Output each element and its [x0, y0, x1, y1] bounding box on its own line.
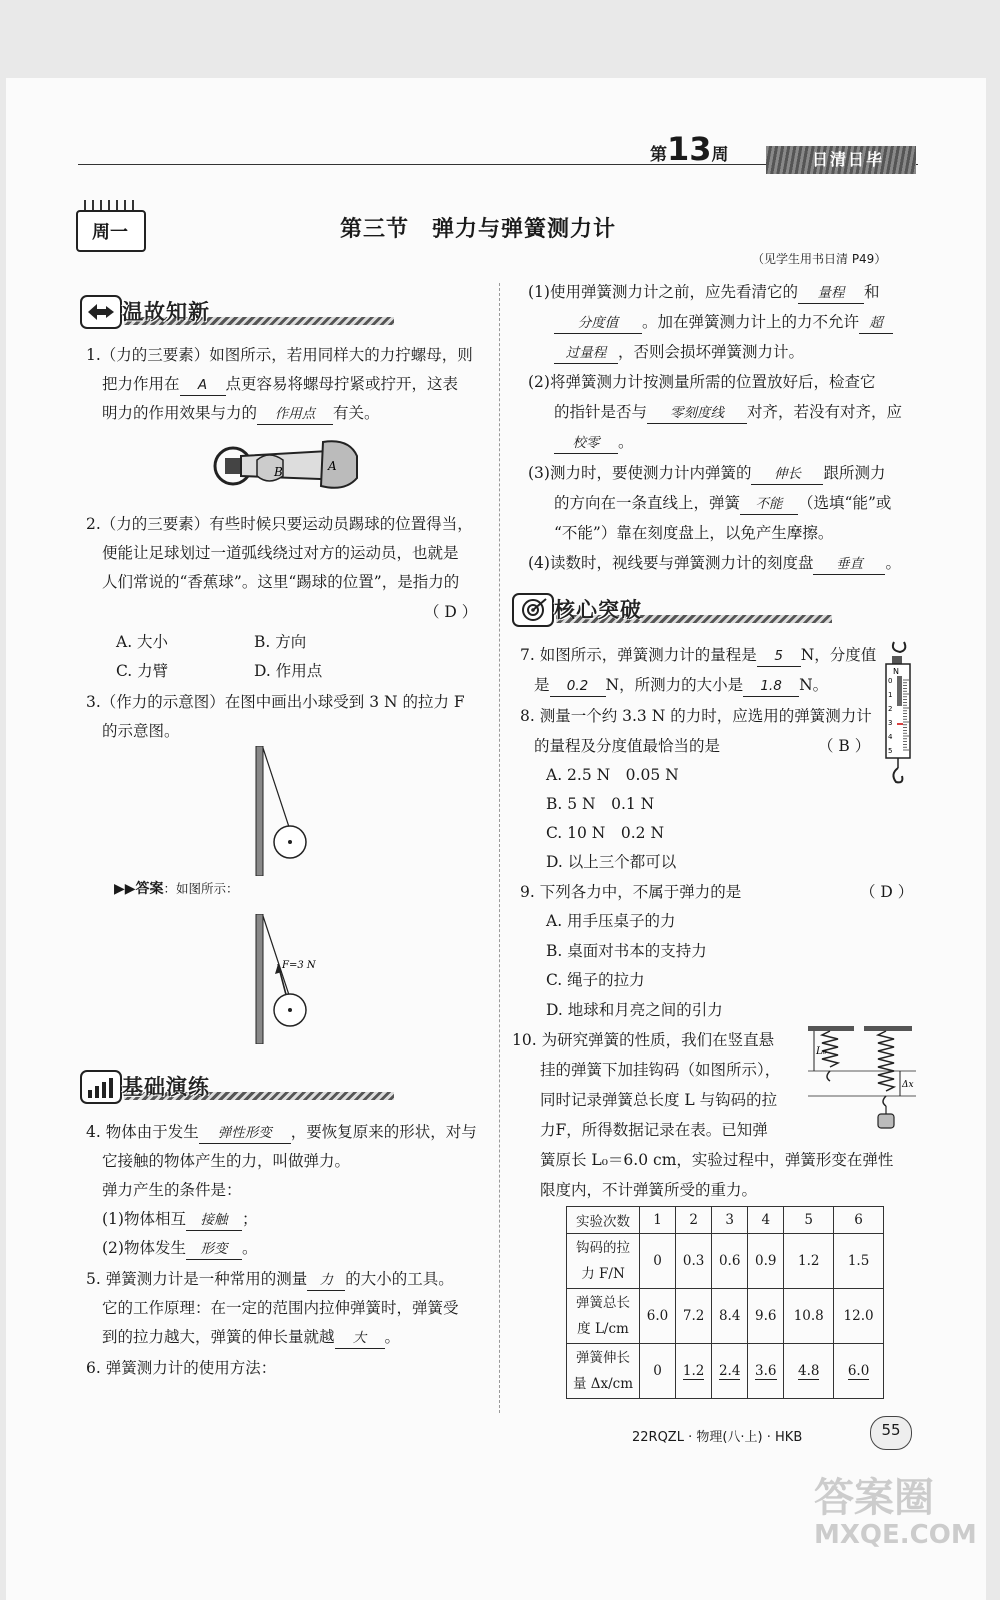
q4-line5: (2)物体发生 形变 。: [102, 1234, 257, 1263]
q10-data-table: [566, 1206, 884, 1399]
q6-part2-line3: 校零 。: [554, 428, 634, 457]
scale-tick-label: 5: [888, 747, 893, 755]
q6-answer-division: 分度值: [554, 313, 642, 334]
svg-text:N: N: [893, 667, 899, 676]
q6-part3-line2: 的方向在一条直线上，弹簧 不能 （选填“能”或: [554, 489, 891, 518]
footer-code: 22RQZL · 物理(八·上) · HKB: [632, 1430, 803, 1445]
table-cell: 0: [640, 1234, 676, 1289]
table-row-label: 弹簧伸长 量 Δx/cm: [567, 1344, 640, 1399]
table-cell: 1.5: [834, 1234, 884, 1289]
q7-line2: 是 0.2 N，所测力的大小是 1.8 N。: [534, 671, 828, 700]
q2-line2: 便能让足球划过一道弧线绕过对方的运动员，也就是: [102, 544, 459, 562]
q7-answer-reading: 1.8: [743, 676, 799, 697]
page-number: 55: [881, 1421, 901, 1439]
q6-answer-stretch: 伸长: [751, 464, 823, 485]
core-label: 核心突破: [554, 598, 642, 622]
q2-option-c: C. 力臂: [116, 662, 169, 680]
section-basic: [80, 1068, 400, 1104]
q1-answer-point: A: [180, 375, 226, 396]
figure-l0: L₀: [816, 1046, 827, 1057]
watermark-url: MXQE.COM: [814, 1520, 977, 1550]
q3-line2: 的示意图。: [102, 722, 180, 740]
q3-line1: 3.（作力的示意图）在图中画出小球受到 3 N 的拉力 F: [86, 693, 465, 711]
q6-part4-line1: (4)读数时，视线要与弹簧测力计的刻度盘 垂直 。: [528, 549, 901, 578]
q5-line3: 到的拉力越大，弹簧的伸长量就越 大 。: [102, 1323, 400, 1352]
review-label: 温故知新: [122, 300, 210, 324]
q9-answer: （ D ）: [860, 883, 914, 901]
q2-option-d: D. 作用点: [254, 662, 323, 680]
q6-part2-line2: 的指针是否与 零刻度线 对齐，若没有对齐，应: [554, 398, 902, 427]
q3-figure: [246, 746, 326, 876]
table-cell: 6.0: [834, 1344, 884, 1399]
q8-option-b: B. 5 N 0.1 N: [546, 795, 655, 813]
q2-line1: 2.（力的三要素）有些时候只要运动员踢球的位置得当，: [86, 515, 473, 533]
q4-line3: 弹力产生的条件是：: [102, 1181, 242, 1199]
q6-answer-zero: 零刻度线: [647, 403, 747, 424]
q8-line2: 的量程及分度值最恰当的是: [534, 737, 721, 755]
table-cell: 10.8: [784, 1289, 834, 1344]
q6-part1-line3: 过量程 ，否则会损坏弹簧测力计。: [554, 338, 804, 367]
scale-tick-label: 4: [888, 733, 893, 741]
scale-tick-label: 1: [888, 691, 893, 699]
q7-answer-range: 5: [757, 646, 801, 667]
week-prefix: 第: [650, 145, 667, 165]
watermark-text: 答案圈: [814, 1475, 934, 1521]
table-header-cell: 4: [748, 1207, 784, 1234]
q4-answer-2: 接触: [186, 1210, 242, 1231]
table-header-cell: 1: [640, 1207, 676, 1234]
q4-line4: (1)物体相互 接触 ；: [102, 1205, 257, 1234]
q10-line1: 10. 为研究弹簧的性质，我们在竖直悬: [512, 1031, 775, 1049]
q1-line2: 把力作用在 A 点更容易将螺母拧紧或拧开，这表: [102, 370, 458, 399]
section-core: [512, 591, 842, 627]
q5-line2: 它的工作原理：在一定的范围内拉伸弹簧时，弹簧受: [102, 1299, 459, 1317]
q6-answer-perpendicular: 垂直: [813, 554, 885, 575]
table-header-cell: 3: [712, 1207, 748, 1234]
q8-option-c: C. 10 N 0.2 N: [546, 824, 665, 842]
q6-answer-range: 量程: [798, 283, 864, 304]
table-cell: 7.2: [676, 1289, 712, 1344]
q8-answer: （ B ）: [818, 737, 871, 755]
q4-answer-3: 形变: [186, 1239, 242, 1260]
q9-line1: 9. 下列各力中，不属于弹力的是: [520, 883, 742, 901]
table-cell: 4.8: [784, 1344, 834, 1399]
table-cell: 3.6: [748, 1344, 784, 1399]
q9-option-c: C. 绳子的拉力: [546, 971, 645, 989]
table-row-label: 弹簧总长 度 L/cm: [567, 1289, 640, 1344]
q6-part3-line1: (3)测力时，要使测力计内弹簧的 伸长 跟所测力: [528, 459, 885, 488]
q6-line1: 6. 弹簧测力计的使用方法：: [86, 1359, 277, 1377]
q2-option-a: A. 大小: [116, 633, 169, 651]
table-cell: 8.4: [712, 1289, 748, 1344]
q2-answer: （ D ）: [424, 603, 478, 621]
table-cell: 1.2: [676, 1344, 712, 1399]
workbook-page: [6, 78, 986, 1600]
q2-line3: 人们常说的“香蕉球”。这里“踢球的位置”，是指力的: [102, 573, 460, 591]
spring-experiment-figure: [804, 1024, 920, 1144]
q8-line1: 8. 测量一个约 3.3 N 的力时，应选用的弹簧测力计: [520, 707, 872, 725]
scale-tick-label: 2: [888, 705, 893, 713]
page-reference: （见学生用书日清 P49）: [752, 252, 887, 266]
q6-answer-exceed-a: 超: [859, 313, 893, 334]
q4-answer-1: 弹性形变: [199, 1123, 291, 1144]
q7-answer-division: 0.2: [550, 676, 606, 697]
q6-part3-line3: “不能”）靠在刻度盘上，以免产生摩擦。: [554, 524, 834, 542]
figure-dx: Δx: [902, 1080, 914, 1090]
table-header-cell: 5: [784, 1207, 834, 1234]
q3-answer-figure: [246, 914, 336, 1044]
q10-line6: 限度内，不计弹簧所受的重力。: [540, 1181, 758, 1199]
q9-option-d: D. 地球和月亮之间的引力: [546, 1001, 723, 1019]
q4-line1: 4. 物体由于发生 弹性形变 ，要恢复原来的形状，对与: [86, 1118, 477, 1147]
q6-part1-line2: 分度值 。加在弹簧测力计上的力不允许 超: [554, 308, 893, 337]
header-badge: 日清日毕: [811, 150, 884, 169]
q1-answer-factor: 作用点: [257, 404, 333, 425]
week-number: 13: [667, 130, 712, 168]
section-review: [80, 293, 400, 329]
q4-line2: 它接触的物体产生的力，叫做弹力。: [102, 1152, 351, 1170]
wrench-point-a: A: [328, 459, 337, 473]
q5-answer-1: 力: [307, 1270, 345, 1291]
table-cell: 6.0: [640, 1289, 676, 1344]
table-row-length: [567, 1289, 884, 1344]
week-suffix: 周: [711, 145, 729, 165]
table-cell: 9.6: [748, 1289, 784, 1344]
table-header-cell: 2: [676, 1207, 712, 1234]
q1-line3: 明力的作用效果与力的 作用点 有关。: [102, 399, 380, 428]
q5-line1: 5. 弹簧测力计是一种常用的测量 力 的大小的工具。: [86, 1265, 454, 1294]
q7-line1: 7. 如图所示，弹簧测力计的量程是 5 N，分度值: [520, 641, 876, 670]
table-cell: 0: [640, 1344, 676, 1399]
q8-option-a: A. 2.5 N 0.05 N: [546, 766, 679, 784]
table-header-cell: 6: [834, 1207, 884, 1234]
answer-label: 答案: [135, 881, 164, 897]
table-cell: 0.3: [676, 1234, 712, 1289]
table-cell: 12.0: [834, 1289, 884, 1344]
basic-icon: [80, 1070, 122, 1104]
q6-answer-cannot: 不能: [740, 494, 798, 515]
table-cell: 1.2: [784, 1234, 834, 1289]
table-cell: 0.6: [712, 1234, 748, 1289]
q10-line5: 簧原长 L₀＝6.0 cm，实验过程中，弹簧形变在弹性: [540, 1151, 894, 1169]
table-row-extension: [567, 1344, 884, 1399]
q9-option-b: B. 桌面对书本的支持力: [546, 942, 707, 960]
q5-answer-2: 大: [335, 1328, 385, 1349]
q10-line3: 同时记录弹簧总长度 L 与钩码的拉: [540, 1091, 778, 1109]
table-row-force: [567, 1234, 884, 1289]
q1-line1: 1.（力的三要素）如图所示，若用同样大的力拧螺母，则: [86, 346, 473, 364]
q9-option-a: A. 用手压桌子的力: [546, 912, 676, 930]
force-label: F=3 N: [282, 960, 316, 971]
q6-part1-line1: (1)使用弹簧测力计之前，应先看清它的 量程 和: [528, 278, 879, 307]
q3-answer: ▶▶答案：如图所示：: [114, 881, 239, 897]
target-icon: [512, 593, 554, 627]
column-divider: [499, 283, 500, 1413]
wrench-point-b: B: [274, 465, 283, 479]
q10-line4: 力F，所得数据记录在表。已知弹: [540, 1121, 768, 1139]
day-label: 周一: [92, 222, 128, 243]
q8-option-d: D. 以上三个都可以: [546, 853, 677, 871]
table-header-cell: 实验次数: [567, 1207, 640, 1234]
q2-option-b: B. 方向: [254, 633, 307, 651]
day-label-rings: [84, 200, 136, 210]
table-cell: 2.4: [712, 1344, 748, 1399]
q10-line2: 挂的弹簧下加挂钩码（如图所示），: [540, 1061, 781, 1079]
q6-answer-calibrate: 校零: [554, 433, 618, 454]
q6-part2-line1: (2)将弹簧测力计按测量所需的位置放好后，检查它: [528, 373, 876, 391]
review-icon: [80, 295, 122, 329]
section-title: 第三节 弹力与弹簧测力计: [340, 217, 617, 242]
wrench-figure: [211, 436, 361, 496]
scale-tick-label: 0: [888, 677, 893, 685]
scale-tick-label: 3: [888, 719, 893, 727]
spring-scale-figure: [880, 640, 920, 788]
basic-label: 基础演练: [122, 1075, 210, 1099]
q6-answer-exceed-b: 过量程: [554, 343, 618, 364]
table-cell: 0.9: [748, 1234, 784, 1289]
table-row-label: 钩码的拉 力 F/N: [567, 1234, 640, 1289]
week-label: [650, 130, 729, 168]
table-header-row: [567, 1207, 884, 1234]
